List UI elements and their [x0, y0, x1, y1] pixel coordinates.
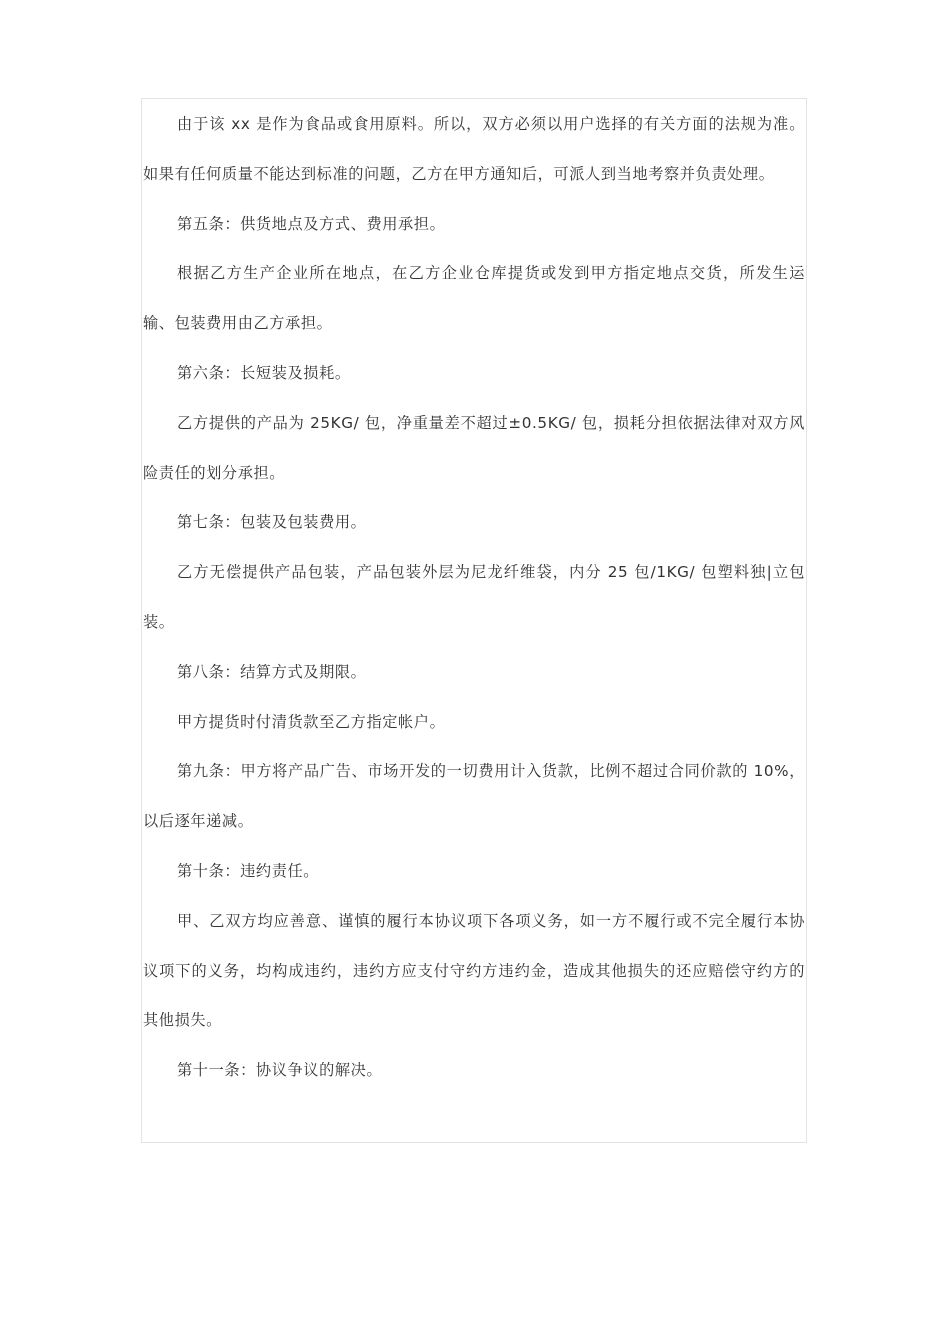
document-body [143, 100, 805, 1096]
heading-article-10: 第十条：违约责任。 [177, 861, 320, 880]
paragraph-packaging: 乙方无偿提供产品包装，产品包装外层为尼龙纤维袋，内分 25 包/1KG/ 包塑料独|立包装。 [143, 563, 805, 631]
paragraph-weight-tolerance: 乙方提供的产品为 25KG/ 包，净重量差不超过±0.5KG/ 包，损耗分担依据法律对双方风险责任的划分承担。 [143, 413, 805, 482]
heading-article-11: 第十一条：协议争议的解决。 [177, 1061, 383, 1080]
paragraph-delivery-location: 根据乙方生产企业所在地点，在乙方企业仓库提货或发到甲方指定地点交货，所发生运输、包装费用由乙方承担。 [143, 264, 805, 333]
paragraph-article-9-marketing-costs: 第九条：甲方将产品广告、市场开发的一切费用计入货款，比例不超过合同价款的 10%，以后逐年递减。 [143, 762, 805, 831]
paragraph-breach-liability: 甲、乙双方均应善意、谨慎的履行本协议项下各项义务，如一方不履行或不完全履行本协议项下的义务，均构成违约，违约方应支付守约方违约金，造成其他损失的还应赔偿守约方的其他损失。 [143, 911, 805, 1030]
heading-article-6: 第六条：长短装及损耗。 [177, 363, 351, 382]
paragraph-payment: 甲方提货时付清货款至乙方指定帐户。 [177, 712, 446, 731]
heading-article-8: 第八条：结算方式及期限。 [177, 662, 367, 681]
heading-article-5: 第五条：供货地点及方式、费用承担。 [177, 214, 446, 233]
heading-article-7: 第七条：包装及包装费用。 [177, 513, 367, 532]
paragraph-quality-standards: 由于该 xx 是作为食品或食用原料。所以，双方必须以用户选择的有关方面的法规为准。如果有任何质量不能达到标准的问题，乙方在甲方通知后，可派人到当地考察并负责处理。 [143, 115, 805, 183]
